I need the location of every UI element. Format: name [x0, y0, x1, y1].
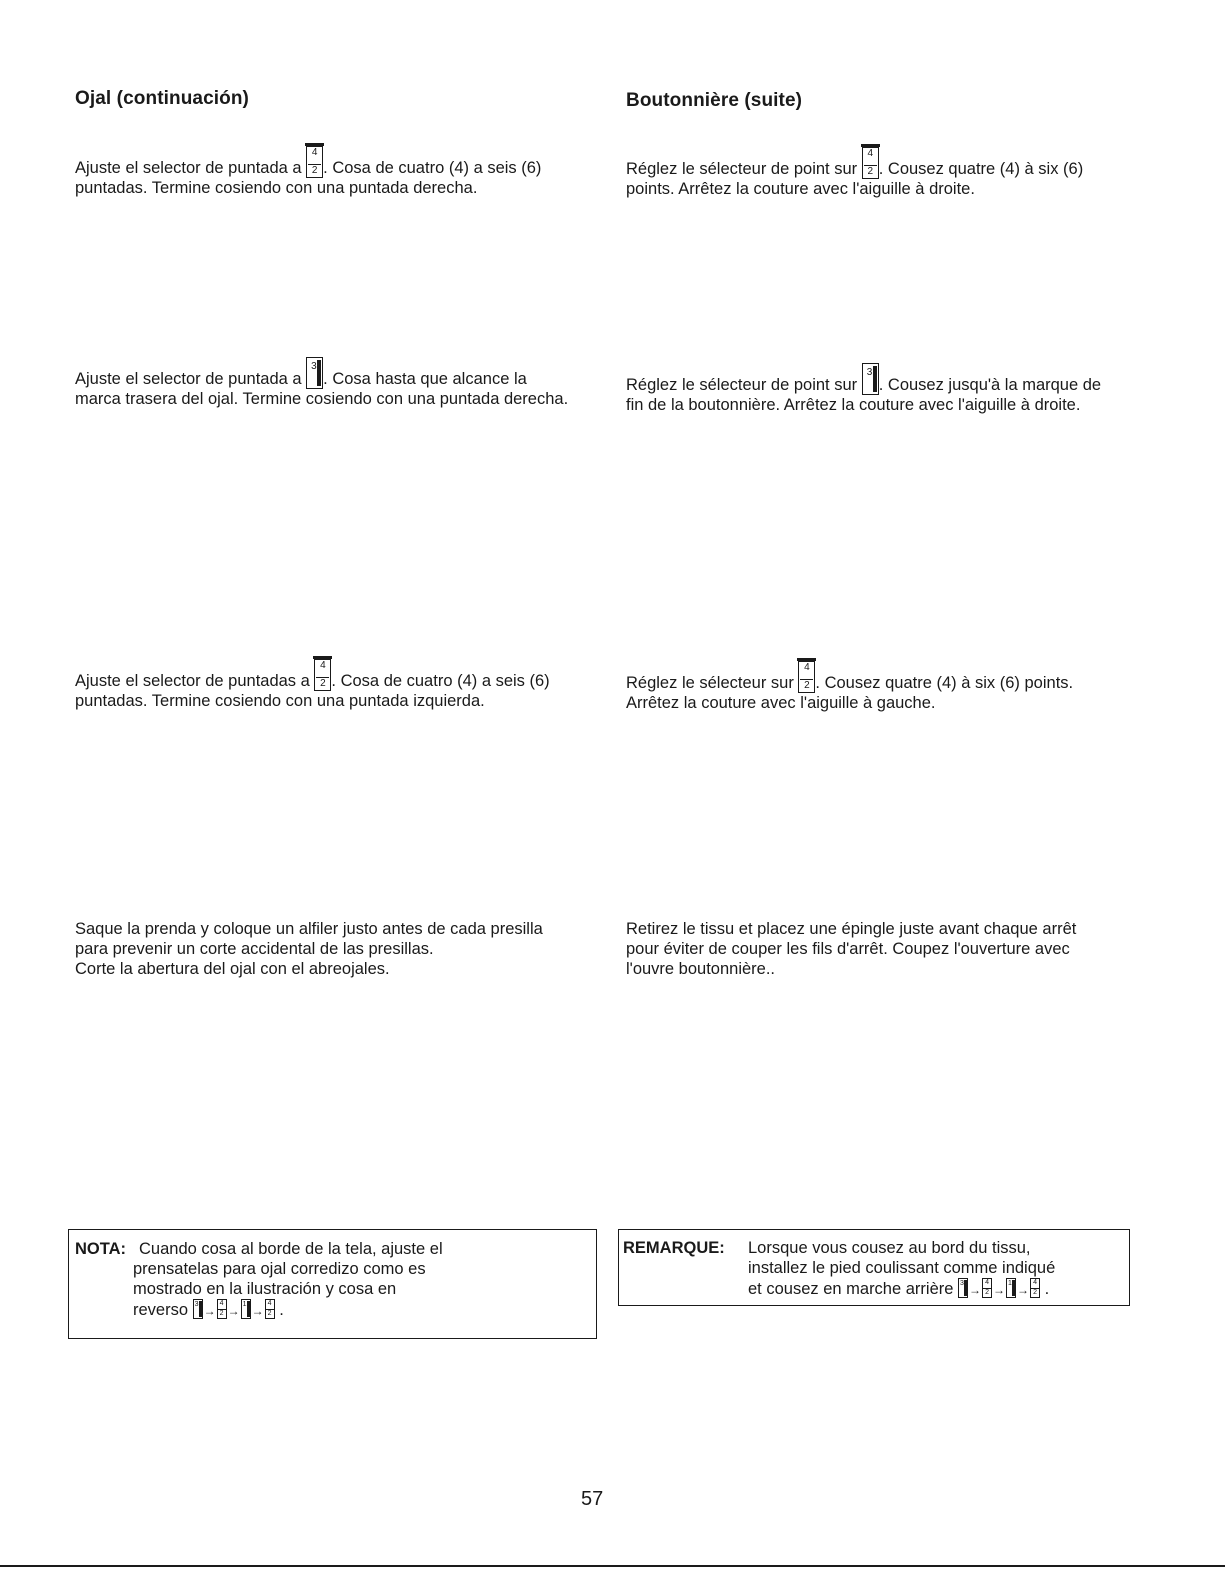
- text: Lorsque vous cousez au bord du tissu,: [748, 1239, 1031, 1257]
- reverse-sequence: [748, 1278, 1049, 1300]
- stitch-selector-4-2-icon: $\frac{4}{2}$: [982, 1278, 992, 1298]
- text: fin de la boutonnière. Arrêtez la couture avec l'aiguille à droite.: [626, 396, 1081, 414]
- bottom-rule: [0, 1565, 1225, 1567]
- text: . Cousez jusqu'à la marque de: [878, 376, 1102, 394]
- text: points. Arrêtez la couture avec l'aiguille à droite.: [626, 180, 975, 198]
- stitch-selector-1-icon: 1: [1006, 1278, 1016, 1298]
- arrow-right-icon: →: [969, 1283, 982, 1297]
- text: . Cousez quatre (4) à six (6) points.: [815, 674, 1074, 692]
- text: reverso: [133, 1301, 189, 1319]
- page-number: 57: [581, 1488, 604, 1510]
- spanish-heading: Ojal (continuación): [75, 88, 249, 109]
- spanish-paragraph-3: [75, 659, 550, 711]
- text: Réglez le sélecteur sur: [626, 674, 794, 692]
- text: .: [279, 1301, 284, 1319]
- french-paragraph-3: [626, 661, 1073, 713]
- text: Ajuste el selector de puntada a: [75, 159, 302, 177]
- french-paragraph-2: [626, 363, 1101, 415]
- spanish-note-box: [68, 1229, 597, 1339]
- text: puntadas. Termine cosiendo con una puntada izquierda.: [75, 692, 485, 710]
- stitch-selector-4-2-icon: $\frac{4}{2}$: [862, 147, 879, 179]
- stitch-selector-3-icon: 3: [862, 363, 879, 395]
- french-paragraph-1: [626, 147, 1083, 199]
- note-label: NOTA:: [75, 1240, 127, 1258]
- stitch-selector-1-icon: 1: [241, 1299, 251, 1319]
- text: . Cousez quatre (4) à six (6): [878, 160, 1084, 178]
- text: Ajuste el selector de puntadas a: [75, 672, 310, 690]
- stitch-selector-4-2-icon: $\frac{4}{2}$: [306, 146, 323, 178]
- reverse-sequence: [133, 1299, 284, 1321]
- stitch-selector-4-2-icon: $\frac{4}{2}$: [265, 1299, 275, 1319]
- text: installez le pied coulissant comme indiqué: [748, 1259, 1056, 1277]
- stitch-selector-3-icon: 3: [958, 1278, 968, 1298]
- text: para prevenir un corte accidental de las presillas.: [75, 940, 434, 958]
- spanish-paragraph-1: [75, 146, 541, 198]
- arrow-right-icon: →: [1017, 1283, 1030, 1297]
- text: marca trasera del ojal. Termine cosiendo con una puntada derecha.: [75, 390, 569, 408]
- text: Saque la prenda y coloque un alfiler justo antes de cada presilla: [75, 920, 543, 938]
- stitch-selector-3-icon: 3: [193, 1299, 203, 1319]
- stitch-selector-4-2-icon: $\frac{4}{2}$: [1030, 1278, 1040, 1298]
- text: Ajuste el selector de puntada a: [75, 370, 302, 388]
- arrow-right-icon: →: [203, 1304, 216, 1318]
- arrow-right-icon: →: [251, 1304, 264, 1318]
- note-label: REMARQUE:: [623, 1239, 725, 1257]
- text: Corte la abertura del ojal con el abreojales.: [75, 960, 390, 978]
- text: . Cosa de cuatro (4) a seis (6): [331, 672, 550, 690]
- text: Réglez le sélecteur de point sur: [626, 376, 858, 394]
- spanish-paragraph-4: [75, 919, 543, 979]
- stitch-selector-4-2-icon: $\frac{4}{2}$: [798, 661, 815, 693]
- french-note-box: [618, 1229, 1130, 1306]
- text: Retirez le tissu et placez une épingle juste avant chaque arrêt: [626, 920, 1077, 938]
- text: . Cosa de cuatro (4) a seis (6): [323, 159, 542, 177]
- text: Arrêtez la couture avec l'aiguille à gauche.: [626, 694, 936, 712]
- text: . Cosa hasta que alcance la: [323, 370, 527, 388]
- text: prensatelas para ojal corredizo como es: [133, 1260, 426, 1278]
- text: Réglez le sélecteur de point sur: [626, 160, 858, 178]
- spanish-paragraph-2: [75, 357, 568, 409]
- stitch-selector-4-2-icon: $\frac{4}{2}$: [217, 1299, 227, 1319]
- arrow-right-icon: →: [227, 1304, 240, 1318]
- french-paragraph-4: [626, 919, 1076, 979]
- stitch-selector-3-icon: 3: [306, 357, 323, 389]
- text: l'ouvre boutonnière..: [626, 960, 775, 978]
- text: et cousez en marche arrière: [748, 1280, 954, 1298]
- text: puntadas. Termine cosiendo con una puntada derecha.: [75, 179, 478, 197]
- text: mostrado en la ilustración y cosa en: [133, 1280, 397, 1298]
- text: .: [1044, 1280, 1050, 1298]
- text: Cuando cosa al borde de la tela, ajuste el: [139, 1240, 443, 1258]
- french-heading: Boutonnière (suite): [626, 90, 803, 111]
- stitch-selector-4-2-icon: $\frac{4}{2}$: [314, 659, 331, 691]
- text: pour éviter de couper les fils d'arrêt. Coupez l'ouverture avec: [626, 940, 1070, 958]
- arrow-right-icon: →: [993, 1283, 1006, 1297]
